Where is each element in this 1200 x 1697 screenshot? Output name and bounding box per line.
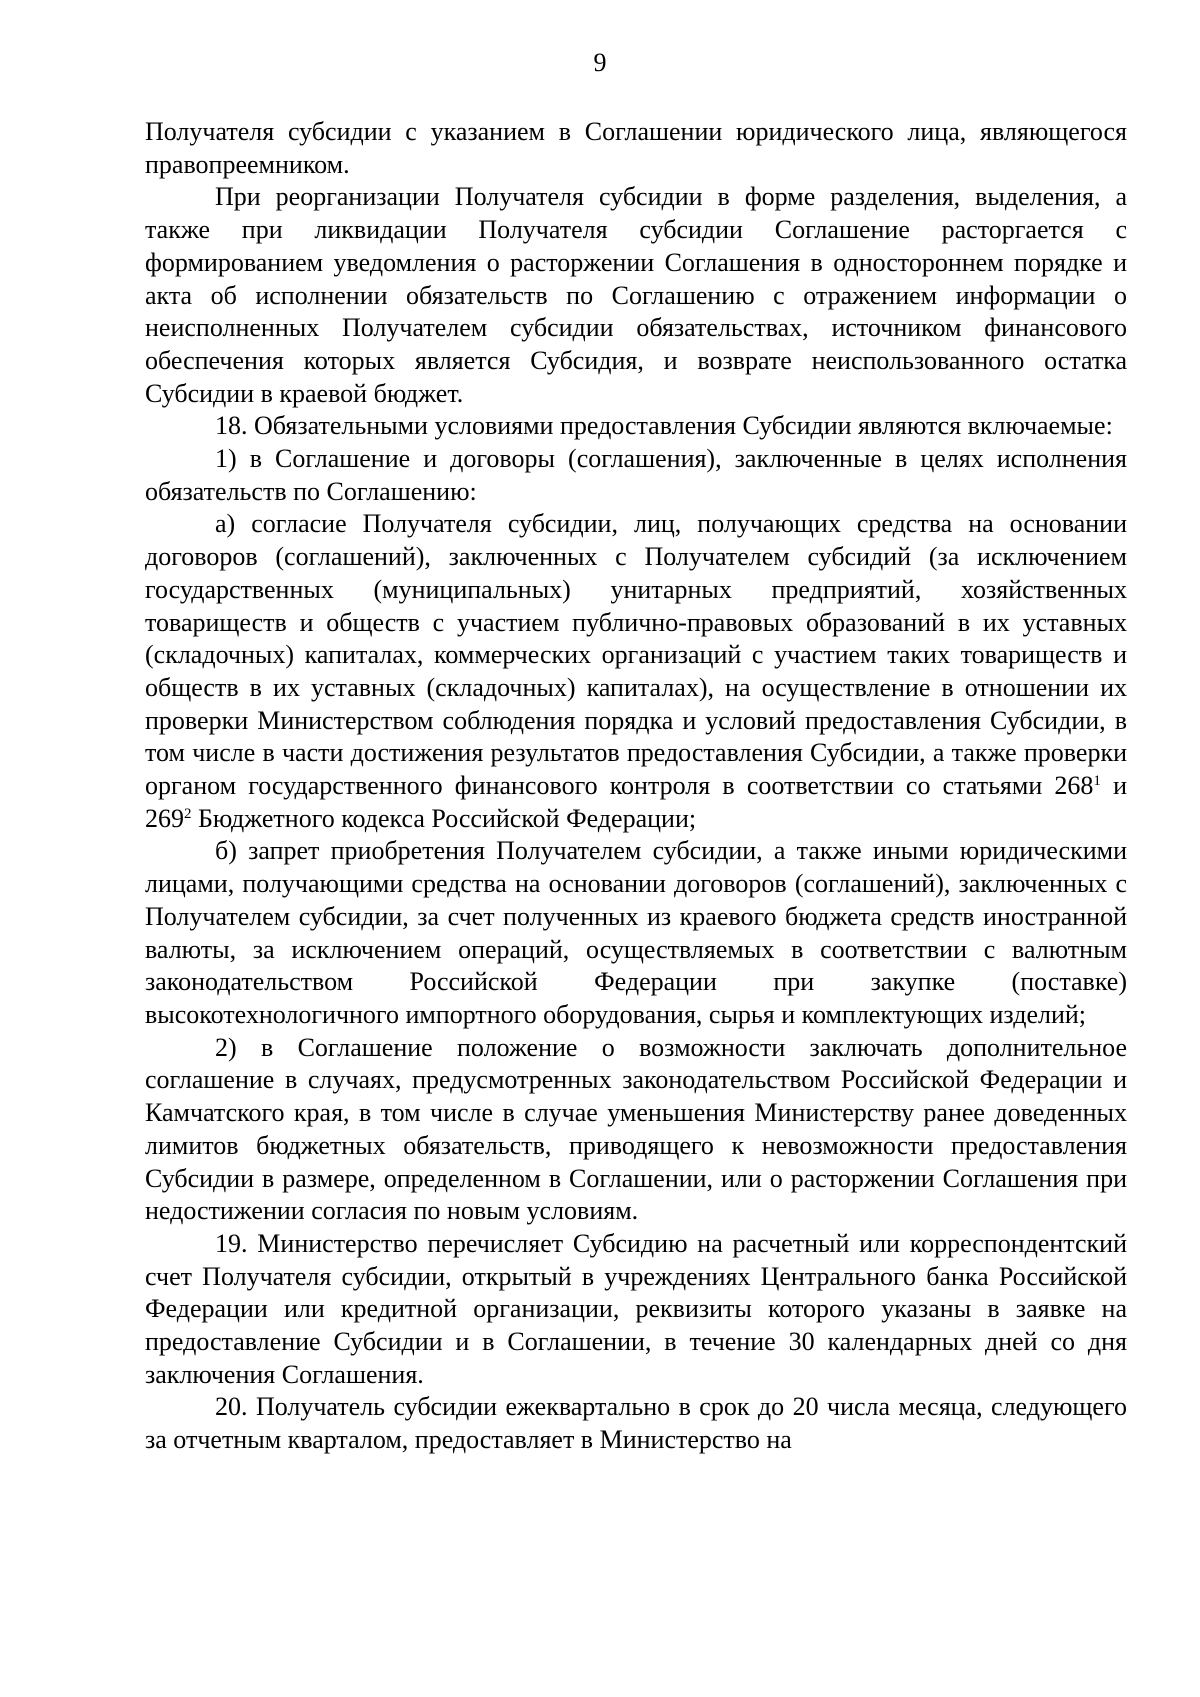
paragraph-reorganization: При реорганизации Получателя субсидии в форме разделения, выделения, а также при ликвидации Получателя субсидии Соглашение расторгается с формированием уведомления о расторжении Соглашения в одностороннем порядке и акта об исполнении обязательств по Соглашению с отражением информации о неисполненных Получателем субсидии обязательствах, источником финансового обеспечения которых является Субсидия, и возврате неиспользованного остатка Субсидии в краевой бюджет.: [145, 182, 1127, 408]
item-a-text-end: Бюджетного кодекса Российской Федерации;: [191, 803, 697, 833]
paragraph-clause-20: 20. Получатель субсидии ежеквартально в срок до 20 числа месяца, следующего за отчетным кварталом, предоставляет в Министерство на: [145, 1392, 1127, 1455]
paragraph-clause-19: 19. Министерство перечисляет Субсидию на расчетный или корреспондентский счет Получателя субсидии, открытый в учреждениях Центрального банка Российской Федерации или кредитной организации, реквизиты которого указаны в заявке на предоставление Субсидии и в Соглашении, в течение 30 календарных дней со дня заключения Соглашения.: [145, 1228, 1127, 1389]
item-a-text: а) согласие Получателя субсидии, лиц, получающих средства на основании договоров (соглашений), заключенных с Получателем субсидий (за исключением государственных (муниципальных) унитарных предприятий, хозяйственных товариществ и обществ с участием публично-правовых образований в их уставных (складочных) капиталах, коммерческих организаций с участием таких товариществ и обществ в их уставных (складочных) капиталах), на осуществление в отношении их проверки Министерством соблюдения порядка и условий предоставления Субсидии, в том числе в части достижения результатов предоставления Субсидии, а также проверки органом государственного финансового контроля в соответствии со статьями 268: [145, 509, 1127, 801]
paragraph-continuation: Получателя субсидии с указанием в Соглашении юридического лица, являющегося правопреемником.: [145, 117, 1127, 179]
paragraph-item-b: б) запрет приобретения Получателем субсидии, а также иными юридическими лицами, получающими средства на основании договоров (соглашений), заключенных с Получателем субсидии, за счет полученных из краевого бюджета средств иностранной валюты, за исключением операций, осуществляемых в соответствии с валютным законодательством Российской Федерации при закупке (поставке) высокотехнологичного импортного оборудования, сырья и комплектующих изделий;: [145, 836, 1127, 1029]
paragraph-item-2: 2) в Соглашение положение о возможности заключать дополнительное соглашение в случаях, предусмотренных законодательством Российской Федерации и Камчатского края, в том числе в случае уменьшения Министерству ранее доведенных лимитов бюджетных обязательств, приводящего к невозможности предоставления Субсидии в размере, определенном в Соглашении, или о расторжении Соглашения при недостижении согласия по новым условиям.: [145, 1032, 1127, 1226]
paragraph-item-1: 1) в Соглашение и договоры (соглашения), заключенные в целях исполнения обязательств по Соглашению:: [145, 444, 1127, 506]
document-body: [145, 116, 1127, 1457]
item-a-text-mid: и 269: [145, 771, 1127, 833]
page-number: 9: [593, 48, 607, 77]
paragraph-clause-18: 18. Обязательными условиями предоставления Субсидии являются включаемые:: [215, 411, 1113, 441]
superscript-2: 2: [184, 805, 192, 822]
paragraph-item-a: [145, 508, 1127, 835]
superscript-1: 1: [1093, 773, 1101, 790]
